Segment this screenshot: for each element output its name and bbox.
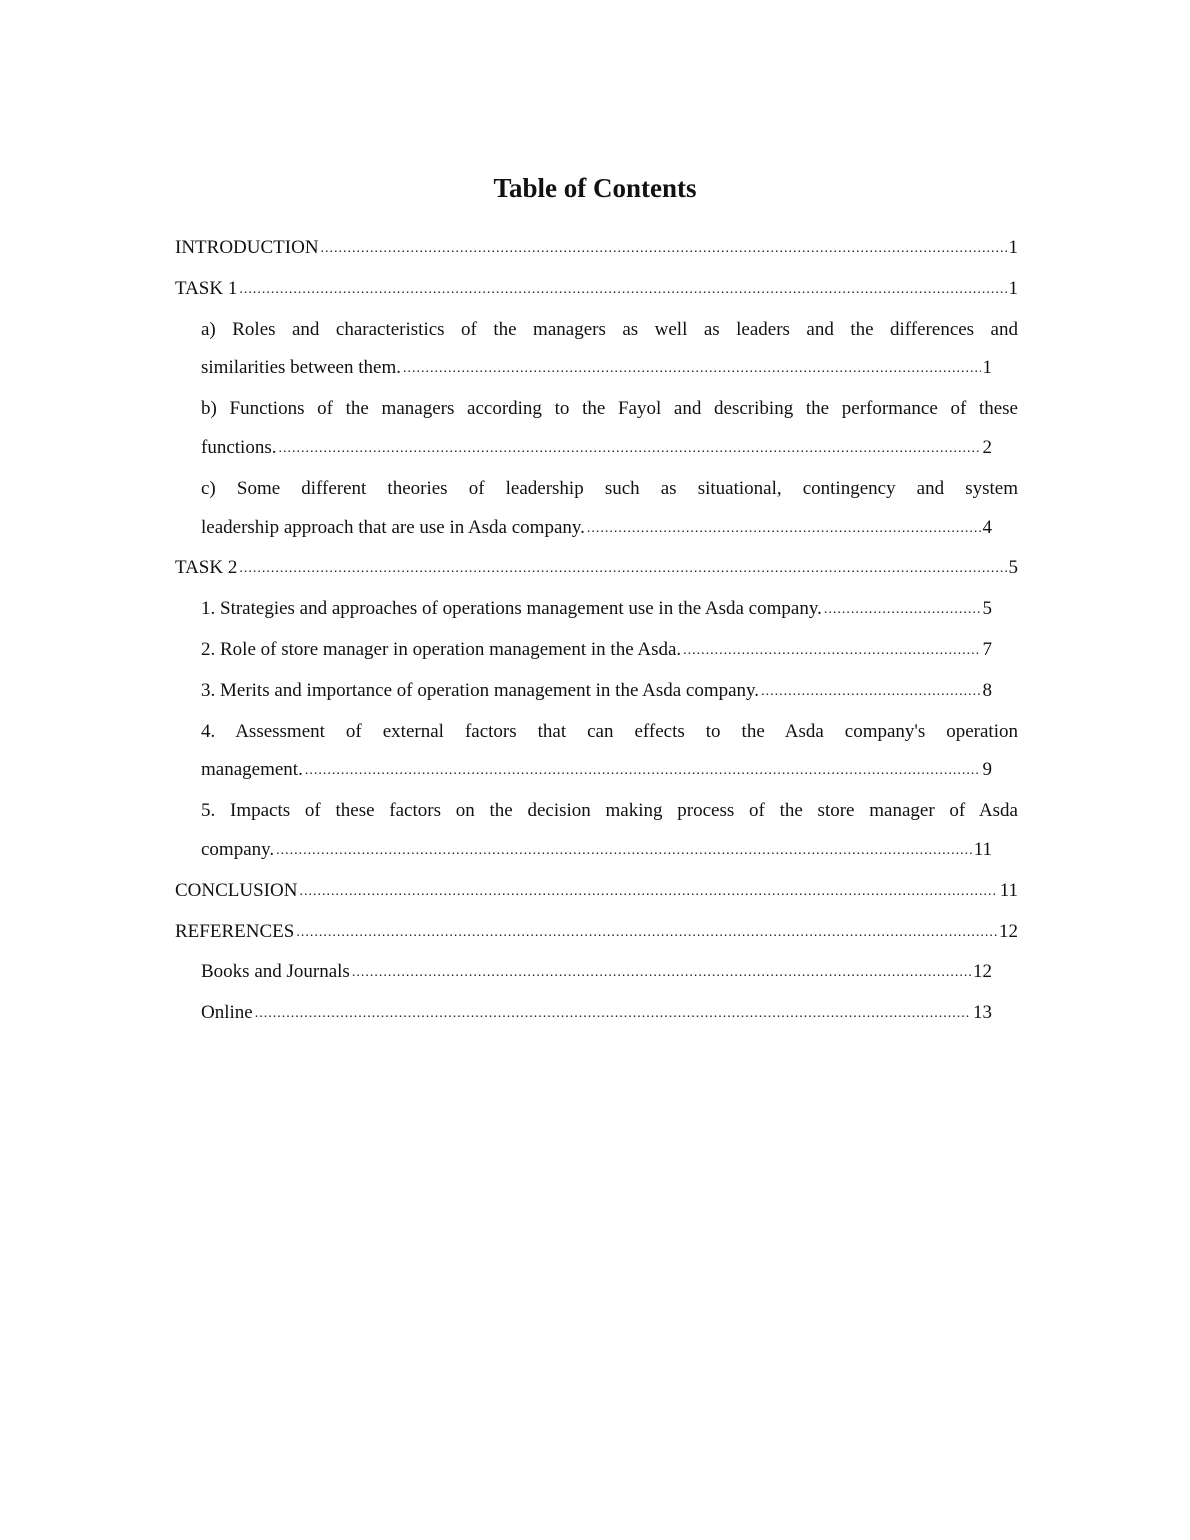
toc-entry-references[interactable] — [175, 913, 1018, 954]
toc-entry-label: 3. Merits and importance of operation management in the Asda company. — [201, 679, 760, 701]
dot-leader — [683, 632, 980, 671]
toc-entry-task-2-1[interactable] — [175, 590, 1018, 631]
dot-leader — [321, 230, 1007, 269]
toc-entry-label: b) Functions of the managers according to the Fayol and describing the performance of these — [201, 398, 1018, 420]
toc-entry-page: 7 — [982, 638, 992, 660]
toc-entry-page: 4 — [982, 516, 992, 538]
toc-entry-label: Books and Journals — [201, 961, 350, 983]
toc-entry-label: TASK 1 — [175, 277, 238, 299]
toc-entry-page: 11 — [973, 838, 992, 860]
toc-entry-label: TASK 2 — [175, 557, 238, 579]
dot-leader — [299, 873, 997, 912]
toc-entry-last-line — [201, 751, 1018, 792]
toc-entry-label: 4. Assessment of external factors that can effects to the Asda company's operation — [201, 720, 1018, 742]
toc-entry-online[interactable] — [175, 994, 1018, 1035]
toc-entry-task-1[interactable] — [175, 270, 1018, 311]
toc-entry-label: CONCLUSION — [175, 879, 298, 901]
toc-entry-task-1c[interactable] — [175, 470, 1018, 550]
dot-leader — [352, 954, 971, 993]
toc-entry-conclusion[interactable] — [175, 872, 1018, 913]
toc-entry-label-cont: company. — [201, 838, 275, 860]
dot-leader — [255, 995, 971, 1034]
dot-leader — [278, 430, 980, 469]
toc-entry-task-1b[interactable] — [175, 390, 1018, 470]
toc-entry-page: 2 — [982, 436, 992, 458]
toc-entry-page: 1 — [982, 357, 992, 379]
toc-entry-books-journals[interactable] — [175, 953, 1018, 994]
toc-entry-last-line — [201, 349, 1018, 390]
dot-leader — [296, 914, 997, 953]
toc-entry-label-cont: management. — [201, 759, 303, 781]
toc-entry-task-2-5[interactable] — [175, 792, 1018, 872]
toc-entry-label: a) Roles and characteristics of the managers as well as leaders and the differences and — [201, 318, 1018, 340]
toc-entry-task-2-4[interactable] — [175, 713, 1018, 793]
toc-entry-page: 1 — [1008, 277, 1018, 299]
toc-entry-label: 1. Strategies and approaches of operations management use in the Asda company. — [201, 598, 822, 620]
toc-entry-page: 8 — [982, 679, 992, 701]
dot-leader — [587, 510, 981, 549]
toc-entry-page: 13 — [973, 1002, 992, 1024]
toc-entry-label: c) Some different theories of leadership such as situational, contingency and system — [201, 477, 1018, 499]
toc-entry-page: 9 — [982, 759, 992, 781]
toc-entry-label: 5. Impacts of these factors on the decision making process of the store manager of Asda — [201, 800, 1018, 822]
dot-leader — [305, 752, 981, 791]
toc-entry-label-cont: similarities between them. — [201, 357, 401, 379]
toc-entry-task-1a[interactable] — [175, 311, 1018, 391]
dot-leader — [403, 350, 981, 389]
toc-entry-task-2-3[interactable] — [175, 672, 1018, 713]
toc-entry-label: 2. Role of store manager in operation management in the Asda. — [201, 638, 682, 660]
dot-leader — [761, 673, 980, 712]
toc-entry-page: 11 — [999, 879, 1018, 901]
dot-leader — [239, 550, 1006, 589]
toc-entry-page: 5 — [1008, 557, 1018, 579]
toc-entry-task-2-2[interactable] — [175, 631, 1018, 672]
toc-list — [175, 229, 1018, 1035]
toc-entry-task-2[interactable] — [175, 549, 1018, 590]
toc-entry-page: 1 — [1008, 237, 1018, 258]
dot-leader — [824, 591, 981, 630]
toc-entry-label: REFERENCES — [175, 920, 295, 942]
toc-entry-label: Online — [201, 1002, 253, 1024]
toc-entry-label-cont: leadership approach that are use in Asda company. — [201, 516, 585, 538]
toc-entry-introduction[interactable] — [175, 229, 1018, 270]
toc-entry-label: INTRODUCTION — [175, 237, 319, 258]
toc-entry-page: 5 — [982, 598, 992, 620]
toc-entry-label-cont: functions. — [201, 436, 277, 458]
toc-entry-last-line — [201, 831, 1018, 872]
toc-entry-page: 12 — [973, 961, 992, 983]
dot-leader — [276, 832, 972, 871]
toc-entry-last-line — [201, 509, 1018, 550]
toc-entry-page: 12 — [999, 920, 1018, 942]
dot-leader — [239, 271, 1006, 310]
toc-entry-last-line — [201, 429, 1018, 470]
toc-title: Table of Contents — [493, 173, 697, 203]
